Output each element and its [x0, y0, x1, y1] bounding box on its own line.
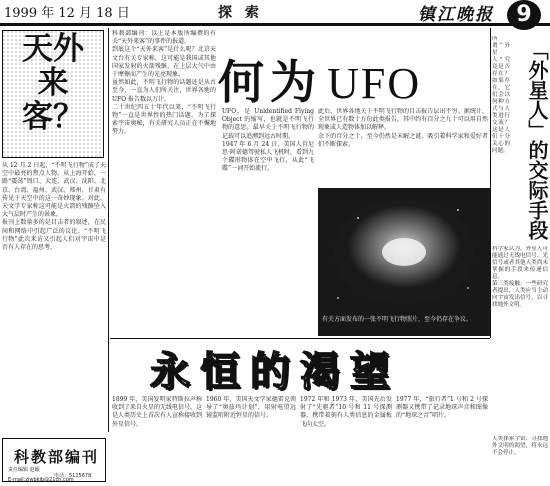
page-number-badge: 9 — [507, 0, 541, 30]
ufo-photo — [318, 188, 490, 336]
right-sidebar-headline: 「外星人」的交际手段 — [525, 40, 549, 240]
eternal-body-paragraph: 1972 年和 1973 年，美国先后发射了“先驱者”10 号和 11 号探测器，携带着刻有人类信息的金属板飞向太空。 — [300, 396, 392, 428]
ufo-title-prefix: 何为 — [218, 55, 322, 109]
editor-email: E-mail:zjwbkjb@21cn.com — [8, 477, 74, 483]
left-body-paragraph: 二十世纪四五十年代以来，“不明飞行物”一直是世界性的热门话题。为了探索宇宙奥秘，有关研究人员正在不懈地努力。 — [112, 103, 216, 136]
eternal-body-col3 — [300, 396, 392, 482]
eternal-body-paragraph: 1977 年，“旅行者”1 号和 2 号探测器又携带了记录地球声音和图像的“地球之音”唱片。 — [396, 396, 488, 420]
left-body-paragraph: 从 12 月 2 日起，“不明飞行物”成了天空中最亮的焦点人物。从上海开始，一路“震荡”周口、大连、武汉、沈阳、北京、台湾、福州、武汉、郑州、甘肃有传见于天空中的这一奇妙现象。对此，天文学专家称这可能是火箭的残骸坠入大气层时产生的景象。 — [2, 162, 106, 219]
editor-line: 电话：5115678 — [54, 473, 92, 479]
right-body-paragraph: 所谓“外星人”究竟是否存在？如果存在，它们会以何种方式与人类进行交流？这是人们十分关心的问题。 — [492, 36, 510, 154]
eternal-body-paragraph: 1899 年，美国发明家特斯拉声称收到了来自火星的无线电信号，这是人类历史上首次有人宣称接收到外星信号。 — [112, 396, 202, 428]
section-name: 探 索 — [218, 5, 263, 21]
right-body-paragraph: 科学家认为，外星人可能通过无线电信号、光信号或者其他人类尚未掌握的手段来传递信息。 — [492, 246, 548, 280]
eternal-body-col4 — [396, 396, 488, 482]
eternal-title: 永恒的渴望 — [150, 349, 400, 395]
ufo-title — [218, 46, 488, 109]
eternal-body-paragraph: 人类探索宇宙、寻找地外文明的渴望，将永远不会停止。 — [492, 436, 548, 456]
editor-line: 责任编辑 赵颖 — [8, 467, 40, 473]
left-body-paragraph: 虽然如此，不明飞行物的话题还是从古至今，一直为人们所关注，世界各地的 UFO 报告数以万计。 — [112, 79, 216, 103]
photo-caption: 有关方面发布的一张不明飞行物照片，至今仍存在争议。 — [322, 316, 473, 323]
ufo-body-col2 — [318, 108, 488, 186]
issue-date: 1999 年 12 月 18 日 — [4, 6, 130, 21]
left-body-paragraph: 报刊上数量多的是目击者的叙述，在民间和网络中引起广泛的议论。“不明飞行物”此次来访又引起人们对宇宙中是否有人存在的思考。 — [2, 219, 106, 252]
ufo-body-paragraph: UFO，是 Unidentified Flying Object 的缩写，也就是不明飞行物的意思。最早关于不明飞行物的记载可以追溯到远古时期。 — [222, 108, 314, 140]
ufo-body-col1 — [222, 108, 314, 334]
eternal-body-col5 — [492, 436, 548, 482]
ufo-body-paragraph: 余下的百分之十，至今仍然是未解之谜，吸引着科学家和爱好者们不断探索。 — [318, 132, 488, 148]
eternal-body-col1 — [112, 396, 202, 482]
left-body-paragraph: 科教部编刊：以上是本版所编撰的有关“天外来客”的事件的报道。 — [112, 30, 216, 46]
paper-name: 镇江晚报 — [418, 5, 494, 25]
section-divider — [110, 338, 490, 339]
right-body-paragraph: 第三类接触：一些研究者提出，人类应当主动向宇宙发出信号，以寻找地外文明。 — [492, 281, 548, 308]
ufo-body-paragraph: 此后，世界各地关于不明飞行物的目击报告层出不穷。据统计，全世界已有数十万份此类报告，其中约有百分之九十可以用自然现象或人造物体加以解释。 — [318, 108, 488, 132]
eternal-body-paragraph: 1960 年，美国天文学家德雷克领导了“奥兹玛计划”，用射电望远镜监听附近恒星的信号。 — [206, 396, 296, 420]
ufo-title-latin: UFO — [327, 59, 422, 108]
eternal-body-col2 — [206, 396, 296, 482]
column-divider — [108, 28, 109, 432]
right-sidebar-body-col2 — [492, 246, 548, 432]
left-feature-body — [2, 162, 106, 432]
ufo-body-paragraph: 1947 年 6 月 24 日，美国人肯尼思·阿诺德驾驶私人飞机时，看到九个碟形物体在空中飞行，从此“飞碟”一词开始流行。 — [222, 140, 314, 173]
left-body-paragraph: 到底这个“天外来客”是什么呢？北京天文台有关专家称，这可能是我国或其他国家发射的火箭残骸，在上层大气中由于摩擦而产生的光亮现象。 — [112, 46, 216, 79]
left-feature-body-col2 — [112, 30, 216, 330]
ufo-photo-image — [318, 188, 490, 336]
editor-box-title: 科教部编刊 — [14, 448, 100, 466]
left-headline: 天外来客？ — [22, 31, 84, 135]
